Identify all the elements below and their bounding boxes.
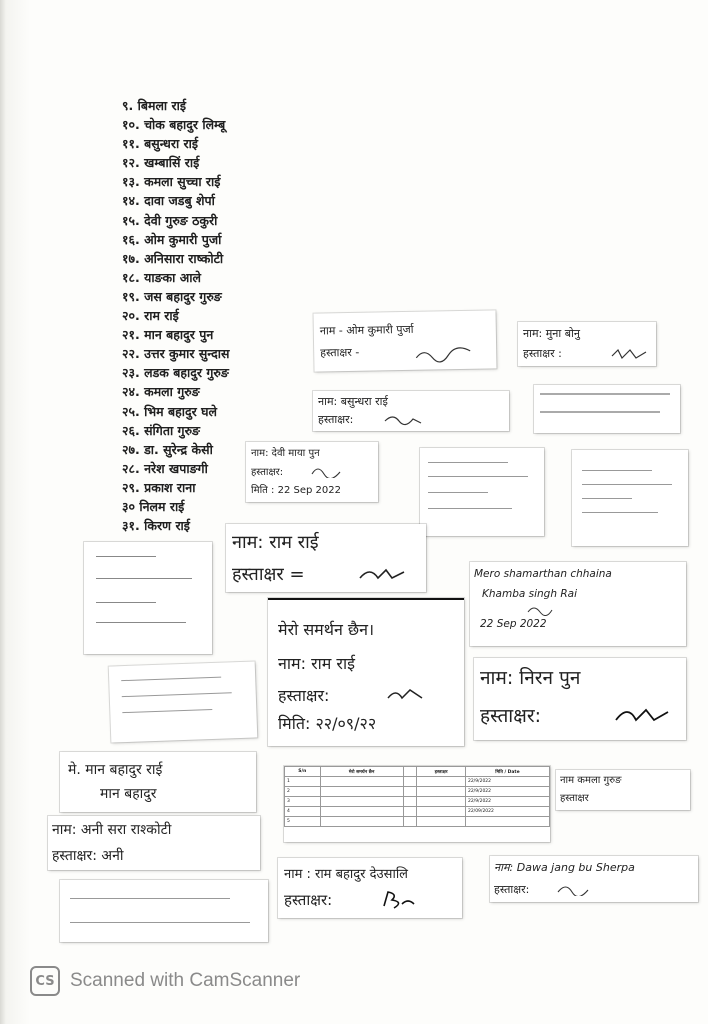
camscanner-watermark	[30, 966, 300, 996]
slip-signature: मान बहादुर	[100, 786, 157, 802]
list-item: १३. कमला सुच्चा राई	[122, 174, 221, 190]
list-item: १८. याङका आले	[122, 269, 201, 285]
list-item: २७. डा. सुरेन्द्र केसी	[122, 441, 213, 457]
signature-mark	[526, 604, 556, 616]
slip-signature-label: हस्ताक्षर:	[480, 705, 542, 727]
list-item: १४. दावा जडबु शेर्पा	[122, 193, 215, 209]
signature-slip	[48, 816, 260, 870]
faded-handwriting	[96, 578, 192, 579]
faded-handwriting	[428, 492, 488, 493]
slip-message: Mero shamarthan chhaina	[474, 568, 612, 580]
signature-slip	[534, 385, 680, 433]
column-header: S/n	[285, 767, 321, 777]
slip-name: नाम: राम राई	[278, 654, 355, 673]
faded-handwriting	[582, 470, 652, 471]
slip-name: नाम: देवी माया पुन	[251, 448, 320, 459]
table-row: 1 22/9/2022	[285, 777, 550, 787]
faded-handwriting	[540, 393, 670, 395]
signature-slip	[313, 391, 509, 431]
table-row: 2 22/9/2022	[285, 787, 550, 797]
signature-slip	[518, 322, 656, 366]
list-item: ११. बसुन्धरा राई	[122, 136, 199, 152]
list-item: २२. उत्तर कुमार सुन्दास	[122, 346, 230, 362]
faded-handwriting	[582, 512, 658, 513]
signature-slip	[556, 770, 690, 810]
list-item: १६. ओम कुमारी पुर्जा	[122, 231, 222, 247]
slip-name: नाम कमला गुरुङ	[560, 775, 622, 786]
column-header	[403, 767, 417, 777]
names-list	[122, 96, 229, 535]
faded-handwriting	[96, 622, 186, 623]
signature-slip	[420, 448, 544, 536]
list-item: १०. चोक बहादुर लिम्बू	[122, 117, 226, 133]
faded-handwriting	[428, 508, 512, 509]
faded-handwriting	[121, 677, 221, 681]
list-item: २१. मान बहादुर पुन	[122, 327, 214, 343]
table-cell: 22/9/2022	[465, 797, 549, 807]
divider	[268, 598, 464, 600]
list-item: ९. बिमला राई	[122, 98, 187, 113]
slip-signature-label: हस्ताक्षर:	[318, 413, 354, 426]
table-cell: 22/9/2022	[465, 787, 549, 797]
table-cell: 22/09/2022	[465, 807, 549, 817]
list-item: ३० निलम राई	[122, 498, 185, 514]
signature-mark	[310, 464, 350, 478]
faded-handwriting	[96, 602, 156, 603]
slip-signature-label: हस्ताक्षर:	[494, 883, 530, 896]
signature-slip	[470, 562, 686, 646]
slip-name: नाम: बसुन्धरा राई	[318, 395, 388, 408]
slip-signature-label: हस्ताक्षर	[560, 793, 589, 804]
slip-signature-label: हस्ताक्षर :	[523, 347, 562, 360]
faded-handwriting	[122, 692, 232, 697]
slip-name: नाम: Dawa jang bu Sherpa	[494, 861, 635, 874]
register-table-slip	[284, 766, 550, 842]
column-header: मिति / Date	[465, 767, 549, 777]
faded-handwriting	[428, 462, 508, 463]
signature-slip	[60, 752, 256, 812]
signature-mark	[556, 882, 596, 896]
list-item: २३. लडक बहादुर गुरुङ	[122, 365, 229, 381]
list-item: २५. भिम बहादुर घले	[122, 403, 217, 419]
slip-name: नाम : राम बहादुर देउसालि	[284, 867, 408, 882]
signature-slip	[490, 856, 698, 902]
slip-name: नाम: अनी सरा राश्कोटी	[52, 822, 172, 838]
faded-handwriting	[582, 484, 672, 485]
faded-handwriting	[582, 498, 632, 499]
signature-mark	[614, 704, 670, 728]
table-row: 4 22/09/2022	[285, 807, 550, 817]
slip-signature-label: हस्ताक्षर:	[251, 467, 284, 478]
slip-name: Khamba singh Rai	[482, 588, 577, 600]
slip-signature-label: हस्ताक्षर:	[284, 891, 333, 909]
signature-slip	[268, 598, 464, 746]
list-item: २८. नरेश खपाङगी	[122, 460, 208, 476]
signature-slip	[84, 542, 212, 654]
table-cell: 22/9/2022	[465, 777, 549, 787]
slip-name: नाम: राम राई	[232, 532, 319, 553]
table-row: 5	[285, 817, 550, 827]
table-row: 3 22/9/2022	[285, 797, 550, 807]
signature-slip	[572, 450, 688, 546]
camscanner-logo-icon: CS	[30, 966, 60, 996]
register-table	[284, 766, 550, 827]
slip-signature-label: हस्ताक्षर: अनी	[52, 848, 124, 864]
faded-handwriting	[122, 709, 212, 713]
signature-slip	[226, 524, 426, 592]
slip-date: मिति: २२/०९/२२	[278, 714, 377, 733]
signature-mark	[383, 413, 423, 427]
signature-mark	[358, 564, 408, 586]
slip-signature-label: हस्ताक्षर =	[232, 564, 305, 585]
list-item: १२. खम्बासिं राई	[122, 155, 200, 171]
faded-handwriting	[428, 476, 528, 477]
slip-message: मेरो समर्थन छैन।	[278, 620, 375, 639]
slip-date: मिति : 22 Sep 2022	[251, 485, 341, 496]
column-header: हस्ताक्षर	[417, 767, 466, 777]
slip-signature-label: हस्ताक्षर -	[320, 345, 360, 360]
slip-name: नाम: निरन पुन	[480, 667, 581, 689]
slip-date: 22 Sep 2022	[480, 618, 547, 630]
slip-name: मे. मान बहादुर राई	[68, 762, 163, 778]
list-item: १९. जस बहादुर गुरुङ	[122, 288, 222, 304]
signature-slip	[278, 858, 462, 918]
list-item: ३१. किरण राई	[122, 518, 190, 534]
watermark-text: Scanned with CamScanner	[70, 970, 301, 991]
list-item: १७. अनिसारा राष्कोटी	[122, 250, 224, 266]
signature-slip	[60, 880, 268, 942]
list-item: २०. राम राई	[122, 308, 179, 324]
faded-handwriting	[70, 922, 250, 923]
list-item: १५. देवी गुरुङ ठकुरी	[122, 212, 218, 228]
signature-mark	[380, 890, 420, 910]
signature-mark	[610, 346, 650, 362]
column-header: मेरो समर्थन छैन	[320, 767, 403, 777]
signature-slip	[474, 658, 686, 740]
list-item: २४. कमला गुरुङ	[122, 384, 200, 400]
signature-mark	[386, 686, 426, 706]
faded-handwriting	[540, 411, 660, 413]
signature-mark	[414, 345, 474, 364]
signature-slip	[314, 310, 497, 371]
slip-name: नाम - ओम कुमारी पुर्जा	[319, 322, 414, 338]
list-item: २९. प्रकाश राना	[122, 479, 196, 495]
signature-slip	[109, 661, 258, 742]
faded-handwriting	[70, 898, 230, 899]
slip-name: नाम: मुना बोनु	[523, 327, 580, 340]
slip-signature-label: हस्ताक्षर:	[278, 686, 330, 705]
signature-slip	[246, 442, 378, 502]
list-item: २६. संगिता गुरुङ	[122, 422, 201, 438]
faded-handwriting	[96, 556, 156, 557]
